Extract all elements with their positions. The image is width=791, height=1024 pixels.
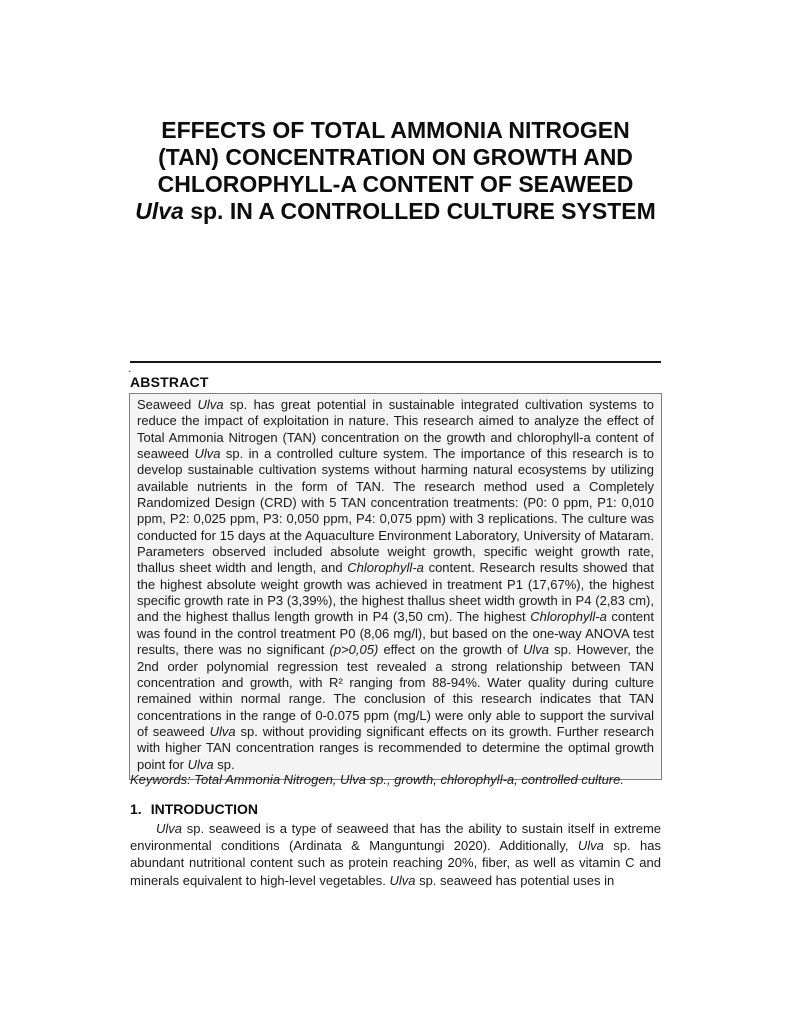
introduction-heading-label: INTRODUCTION (150, 801, 259, 817)
introduction-heading-number: 1. (130, 801, 142, 817)
paper-title-line: EFFECTS OF TOTAL AMMONIA NITROGEN (161, 117, 630, 143)
stray-period: . (128, 361, 132, 375)
introduction-heading (130, 801, 258, 817)
paper-title-line: (TAN) CONCENTRATION ON GROWTH AND (158, 144, 633, 170)
abstract-text: Seaweed Ulva sp. has great potential in sustainable integrated cultivation systems to reduce the impact of exploitation in nature. This research aimed to analyze the effect of Total Ammonia Nitrogen (TAN) concentration on the growth and chlorophyll-a content of seaweed Ulva sp. in a controlled culture system. The importance of this research is to develop sustainable cultivation systems without harming natural ecosystems by utilizing available nutrients in the form of TAN. The research method used a Completely Randomized Design (CRD) with 5 TAN concentration treatments: (P0: 0 ppm, P1: 0,010 ppm, P2: 0,025 ppm, P3: 0,050 ppm, P4: 0,075 ppm) with 3 replications. The culture was conducted for 15 days at the Aquaculture Environment Laboratory, University of Mataram. Parameters observed included absolute weight growth, specific weight growth rate, thallus sheet width and length, and Chlorophyll-a content. Research results showed that the highest absolute weight growth was achieved in treatment P1 (17,67%), the highest specific growth rate in P3 (3,39%), the highest thallus sheet width growth in P4 (2,83 cm), and the highest thallus length growth in P4 (3,50 cm). The highest Chlorophyll-a content was found in the control treatment P0 (8,06 mg/l), but based on the one-way ANOVA test results, there was no significant (p>0,05) effect on the growth of Ulva sp. However, the 2nd order polynomial regression test revealed a strong relationship between TAN concentration and growth, with R² ranging from 88-94%. Water quality during culture remained within normal range. The conclusion of this research indicates that TAN concentrations in the range of 0-0.075 ppm (mg/L) were only able to support the survival of seaweed Ulva sp. without providing significant effects on its growth. Further research with higher TAN concentration ranges is recommended to determine the optimal growth point for Ulva sp. (137, 397, 654, 772)
paper-title (128, 117, 663, 225)
paper-title-line: CHLOROPHYLL-A CONTENT OF SEAWEED (157, 171, 634, 197)
section-divider (130, 361, 661, 363)
introduction-paragraph: Ulva sp. seaweed is a type of seaweed that has the ability to sustain itself in extreme environmental conditions (Ardinata & Manguntungi 2020). Additionally, Ulva sp. has abundant nutritional content such as protein reaching 20%, fiber, as well as vitamin C and minerals equivalent to high-level vegetables. Ulva sp. seaweed has potential uses in (130, 821, 661, 888)
abstract-heading: ABSTRACT (130, 374, 209, 390)
abstract-box (129, 393, 662, 780)
keywords-line: Keywords: Total Ammonia Nitrogen, Ulva sp., growth, chlorophyll-a, controlled culture. (130, 772, 624, 787)
paper-title-line: Ulva sp. IN A CONTROLLED CULTURE SYSTEM (135, 198, 656, 224)
